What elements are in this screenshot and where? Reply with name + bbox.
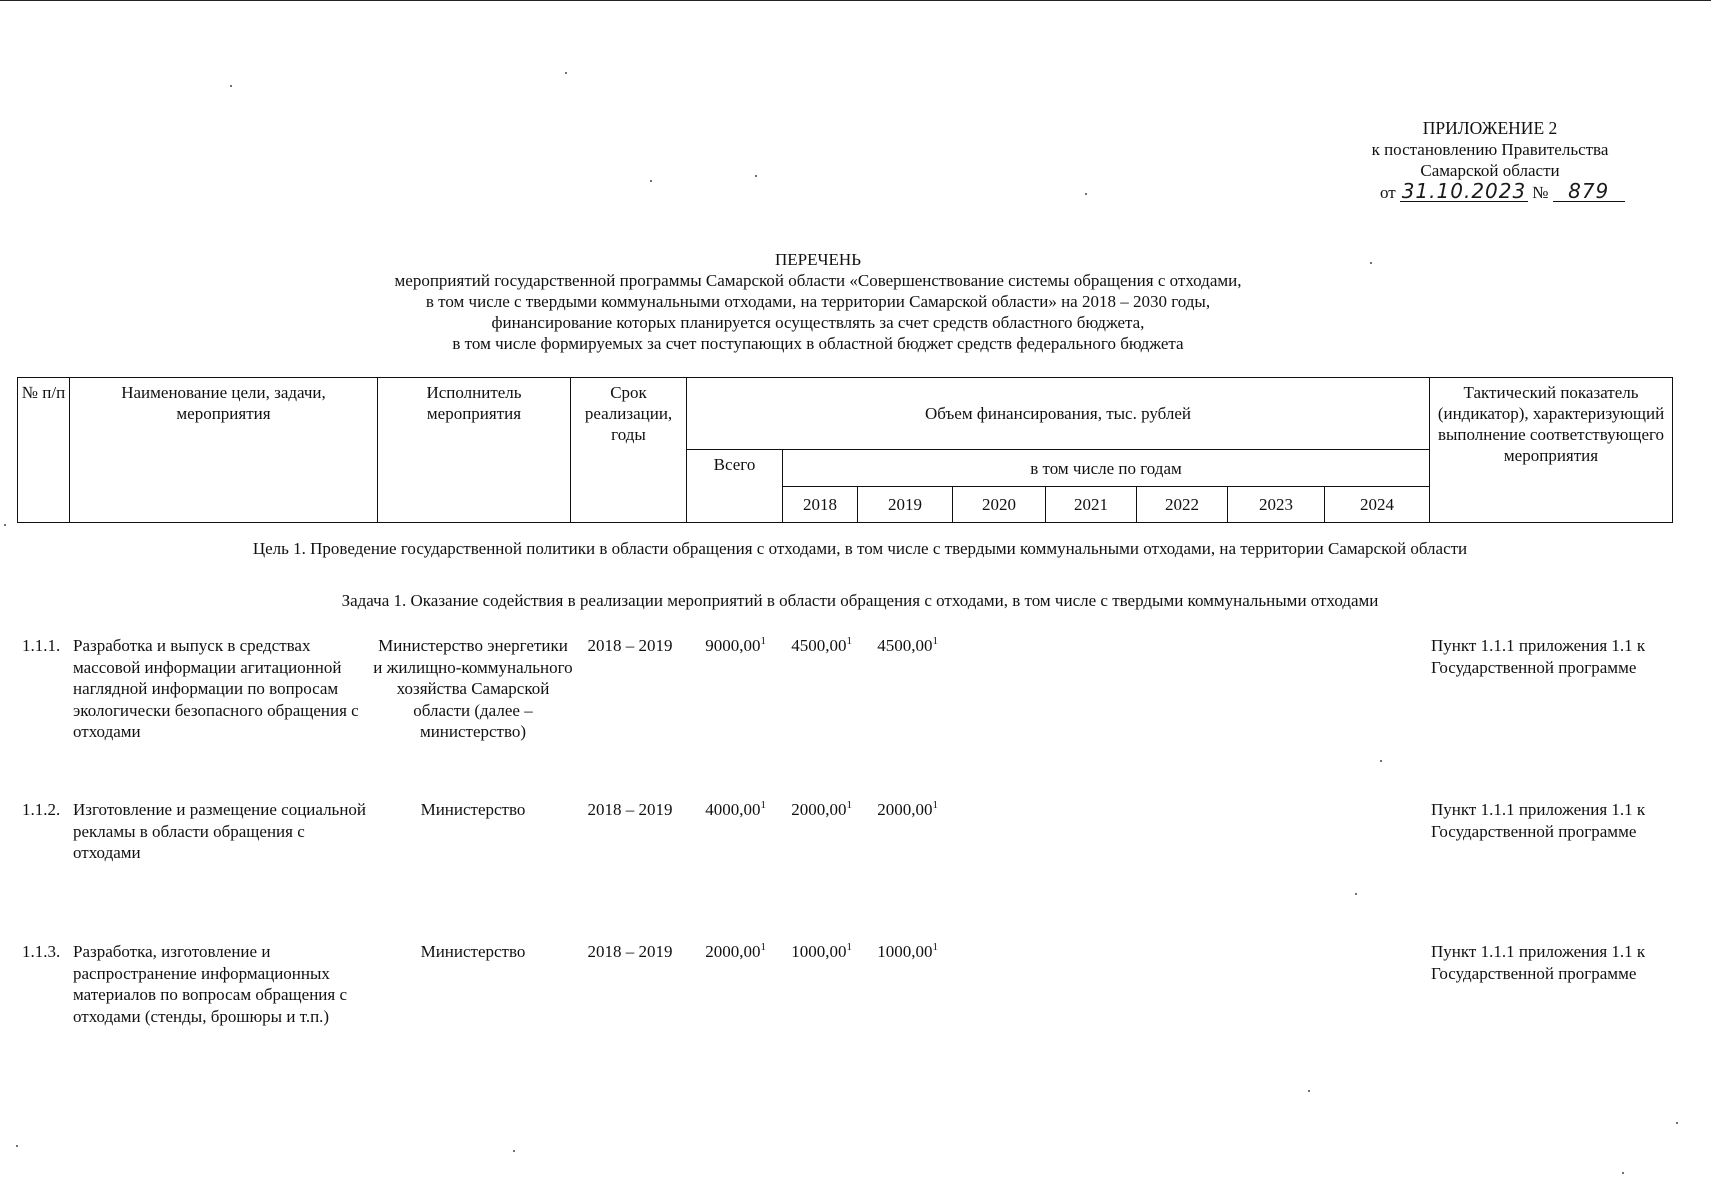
footnote-mark: 1 <box>846 635 852 647</box>
header-year: 2024 <box>1325 487 1430 523</box>
number-prefix: № <box>1532 183 1549 202</box>
header-num: № п/п <box>18 378 70 523</box>
scan-speck <box>230 85 232 87</box>
row-name: Разработка и выпуск в средствах массовой информации агитационной наглядной информации по вопросам экологически безопасного обращения с отходами <box>73 636 359 741</box>
row-value-2018 <box>775 635 852 657</box>
handwritten-date: 31.10.2023 <box>1401 179 1527 203</box>
value-text: 1000,00 <box>877 942 933 961</box>
header-executor: Исполнитель мероприятия <box>378 378 571 523</box>
scan-speck <box>513 1150 515 1152</box>
header-funding: Объем финансирования, тыс. рублей <box>687 378 1430 450</box>
footnote-mark: 1 <box>760 941 766 953</box>
scan-speck <box>755 175 757 177</box>
value-text: 4000,00 <box>705 800 761 819</box>
header-year: 2023 <box>1228 487 1325 523</box>
row-name: Изготовление и размещение социальной рекламы в области обращения с отходами <box>73 800 367 862</box>
scan-speck <box>1085 193 1087 195</box>
row-total <box>690 635 766 657</box>
heading-line: мероприятий государственной программы Самарской области «Совершенствование системы обращения с отходами, <box>394 271 1242 290</box>
row-num: 1.1.1. <box>22 636 61 655</box>
footnote-mark: 1 <box>932 799 938 811</box>
row-value-2019 <box>860 941 938 963</box>
document-heading <box>300 249 1336 354</box>
appendix-block <box>1340 118 1640 203</box>
scan-speck <box>1308 1090 1310 1092</box>
header-year: 2020 <box>953 487 1046 523</box>
footnote-mark: 1 <box>932 635 938 647</box>
header-period: Срок реализации, годы <box>571 378 687 523</box>
task-heading: Задача 1. Оказание содействия в реализации мероприятий в области обращения с отходами, в том числе с твердыми коммунальными отходами <box>341 591 1379 610</box>
row-executor: Министерство <box>420 942 526 961</box>
appendix-title: ПРИЛОЖЕНИЕ 2 <box>1422 118 1558 138</box>
header-year: 2018 <box>783 487 858 523</box>
scan-speck <box>1622 1172 1624 1174</box>
row-value-2019 <box>860 799 938 821</box>
row-value-2018 <box>775 941 852 963</box>
appendix-line-1: к постановлению Правительства <box>1371 140 1609 159</box>
row-period: 2018 – 2019 <box>587 800 673 819</box>
row-period: 2018 – 2019 <box>587 942 673 961</box>
value-text: 2000,00 <box>791 800 847 819</box>
row-indicator: Пункт 1.1.1 приложения 1.1 к Государственной программе <box>1431 942 1646 983</box>
heading-line: в том числе с твердыми коммунальными отходами, на территории Самарской области» на 2018 – 2030 годы, <box>425 292 1211 311</box>
heading-line: финансирование которых планируется осуществлять за счет средств областного бюджета, <box>491 313 1145 332</box>
row-indicator: Пункт 1.1.1 приложения 1.1 к Государственной программе <box>1431 800 1646 841</box>
row-name: Разработка, изготовление и распространение информационных материалов по вопросам обращения с отходами (стенды, брошюры и т.п.) <box>73 942 348 1026</box>
header-name: Наименование цели, задачи, мероприятия <box>70 378 378 523</box>
footnote-mark: 1 <box>932 941 938 953</box>
value-text: 4500,00 <box>877 636 933 655</box>
footnote-mark: 1 <box>760 635 766 647</box>
scan-speck <box>1380 760 1382 762</box>
appendix-date-line <box>1380 181 1640 203</box>
row-total <box>690 799 766 821</box>
header-year: 2021 <box>1046 487 1137 523</box>
row-period: 2018 – 2019 <box>587 636 673 655</box>
appendix-line-2: Самарской области <box>1420 161 1560 180</box>
header-year: 2019 <box>858 487 953 523</box>
scan-speck <box>1355 893 1357 895</box>
row-num: 1.1.2. <box>22 800 61 819</box>
scan-speck <box>4 524 6 526</box>
value-text: 1000,00 <box>791 942 847 961</box>
value-text: 9000,00 <box>705 636 761 655</box>
header-table <box>17 377 1673 523</box>
value-text: 2000,00 <box>877 800 933 819</box>
row-executor: Министерство <box>420 800 526 819</box>
date-prefix: от <box>1380 183 1396 202</box>
scan-speck <box>1676 1122 1678 1124</box>
scan-speck <box>1370 262 1372 264</box>
scan-edge-line <box>0 0 1711 1</box>
value-text: 4500,00 <box>791 636 847 655</box>
row-value-2019 <box>860 635 938 657</box>
heading-line: в том числе формируемых за счет поступающих в областной бюджет средств федерального бюджета <box>452 334 1184 353</box>
footnote-mark: 1 <box>846 941 852 953</box>
footnote-mark: 1 <box>760 799 766 811</box>
handwritten-number: 879 <box>1553 181 1625 202</box>
row-indicator: Пункт 1.1.1 приложения 1.1 к Государственной программе <box>1431 636 1646 677</box>
row-num: 1.1.3. <box>22 942 61 961</box>
scan-speck <box>16 1145 18 1147</box>
header-total: Всего <box>687 450 783 523</box>
row-value-2018 <box>775 799 852 821</box>
scan-speck <box>650 180 652 182</box>
document-title: ПЕРЕЧЕНЬ <box>775 250 861 269</box>
header-by-years: в том числе по годам <box>783 450 1430 487</box>
footnote-mark: 1 <box>846 799 852 811</box>
row-executor: Министерство энергетики и жилищно-коммунального хозяйства Самарской области (далее – министерство) <box>373 636 573 741</box>
header-indicator: Тактический показатель (индикатор), характеризующий выполнение соответствующего мероприятия <box>1430 378 1673 523</box>
row-total <box>690 941 766 963</box>
goal-heading: Цель 1. Проведение государственной политики в области обращения с отходами, в том числе с твердыми коммунальными отходами, на территории Самарской области <box>252 539 1468 558</box>
header-year: 2022 <box>1137 487 1228 523</box>
value-text: 2000,00 <box>705 942 761 961</box>
scan-speck <box>565 72 567 74</box>
